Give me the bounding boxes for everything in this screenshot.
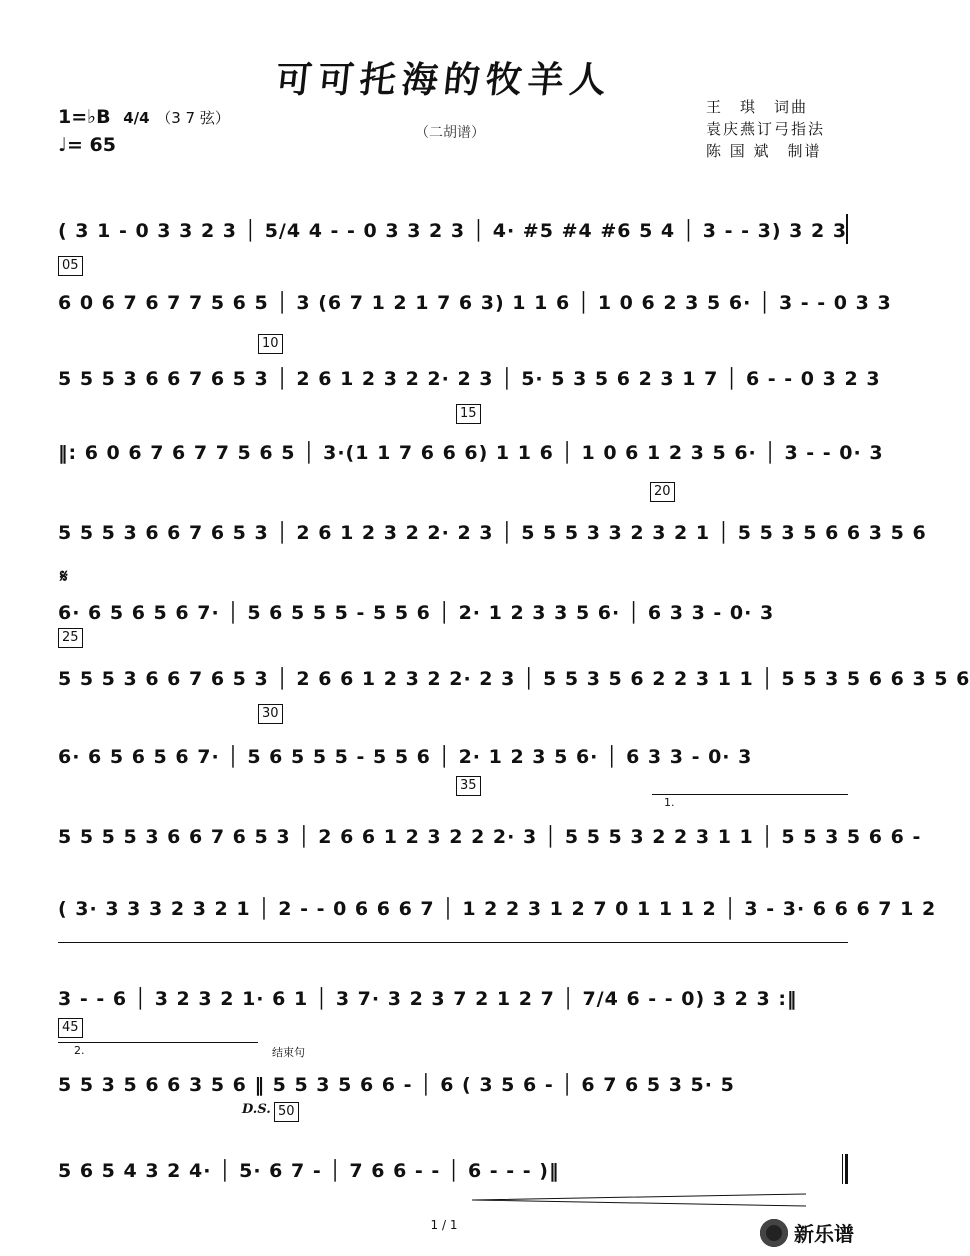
staff-line-12 [58,1066,848,1106]
staff-line-6 [58,594,848,634]
measure-number: 30 [258,704,283,724]
credit-bowing: 袁庆燕订弓指法 [706,120,826,138]
barline [842,214,848,244]
final-barline [842,1154,848,1184]
key-signature [58,106,230,128]
notation-text: ‖: 6 0 6 7 6 7 7 5 6 5 │ 3·(1 1 7 6 6 6) 1 1 6 │ 1 0 6 1 2 3 5 6· │ 3 - - 0· 3 [58,442,884,464]
credits-block [706,96,825,162]
notation-text: 5 5 5 5 3 6 6 7 6 5 3 │ 2 6 6 1 2 3 2 2 2· 3 │ 5 5 5 3 2 2 3 1 1 │ 5 5 3 5 6 6 - [58,826,922,848]
notation-text: 5 5 5 3 6 6 7 6 5 3 │ 2 6 1 2 3 2 2· 2 3 │ 5· 5 3 5 6 2 3 1 7 │ 6 - - 0 3 2 3 [58,368,881,390]
measure-number: 15 [456,404,481,424]
string-tuning: （3 7 弦） [156,109,230,127]
notation-text: 5 5 5 3 6 6 7 6 5 3 │ 2 6 1 2 3 2 2· 2 3 │ 5 5 5 3 3 2 3 2 1 │ 5 5 3 5 6 6 3 5 6 [58,522,927,544]
measure-number: 35 [456,776,481,796]
measure-number: 10 [258,334,283,354]
credit-lyricist: 王 琪 词曲 [706,98,809,116]
measure-number: 25 [58,628,83,648]
ending-1-label: 1. [664,796,675,809]
staff-line-7 [58,660,970,700]
notation-text: 5 5 3 5 6 6 3 5 6 ‖ 5 5 3 5 6 6 - │ 6 ( 3 5 6 - │ 6 7 6 5 3 5· 5 [58,1074,735,1096]
ds-marker: D.S. [242,1102,271,1117]
staff-line-10 [58,890,937,930]
staff-line-5 [58,514,927,554]
notation-text: 5 6 5 4 3 2 4· │ 5· 6 7 - │ 7 6 6 - - │ 6 - - - )‖ [58,1160,560,1182]
staff-line-9 [58,818,922,858]
ending-2-label: 2. [74,1044,85,1057]
ending-bracket [652,794,848,795]
ending-bracket [58,942,848,943]
staff-line-13 [58,1152,848,1192]
staff-line-4 [58,434,884,474]
notation-text: 6· 6 5 6 5 6 7· │ 5 6 5 5 5 - 5 5 6 │ 2· 1 2 3 5 6· │ 6 3 3 - 0· 3 [58,746,753,768]
page-footer: 1 / 1 [430,1218,458,1232]
measure-number: 20 [650,482,675,502]
notation-text: ( 3 1 - 0 3 3 2 3 │ 5/4 4 - - 0 3 3 2 3 │ 4· #5 #4 #6 5 4 │ 3 - - 3) 3 2 3 [58,220,848,242]
subtitle: （二胡谱） [415,125,485,141]
notation-text: ( 3· 3 3 3 2 3 2 1 │ 2 - - 0 6 6 6 7 │ 1 2 2 3 1 2 7 0 1 1 1 2 │ 3 - 3· 6 6 6 7 1 2 [58,898,937,920]
record-icon [760,1219,788,1247]
segno-icon: 𝄋 [60,566,68,587]
ending-bracket [58,1042,258,1043]
song-title: 可可托海的牧羊人 [273,59,614,101]
brand-logo [760,1218,854,1247]
notation-text: 6· 6 5 6 5 6 7· │ 5 6 5 5 5 - 5 5 6 │ 2· 1 2 3 3 5 6· │ 6 3 3 - 0· 3 [58,602,775,624]
notation-text: 3 - - 6 │ 3 2 3 2 1· 6 1 │ 3 7· 3 2 3 7 2 1 2 7 │ 7/4 6 - - 0) 3 2 3 :‖ [58,988,798,1010]
measure-number: 45 [58,1018,83,1038]
brand-name: 新乐谱 [794,1222,854,1246]
coda-label: 结束句 [272,1046,305,1059]
staff-line-3 [58,360,881,400]
decrescendo-icon [470,1192,810,1208]
staff-line-8 [58,738,848,778]
notation-text: 5 5 5 3 6 6 7 6 5 3 │ 2 6 6 1 2 3 2 2· 2 3 │ 5 5 3 5 6 2 2 3 1 1 │ 5 5 3 5 6 6 3 5 6 [58,668,970,690]
notation-text: 6 0 6 7 6 7 7 5 6 5 │ 3 (6 7 1 2 1 7 6 3) 1 1 6 │ 1 0 6 2 3 5 6· │ 3 - - 0 3 3 [58,292,892,314]
measure-number: 50 [274,1102,299,1122]
time-signature: 4/4 [123,109,150,127]
staff-line-2 [58,284,892,324]
staff-line-1 [58,212,848,252]
key-label: 1=♭B [58,106,111,128]
tempo-mark: ♩= 65 [58,134,116,156]
credit-notation: 陈 国 斌 制谱 [706,142,822,160]
measure-number: 05 [58,256,83,276]
staff-line-11 [58,980,848,1020]
